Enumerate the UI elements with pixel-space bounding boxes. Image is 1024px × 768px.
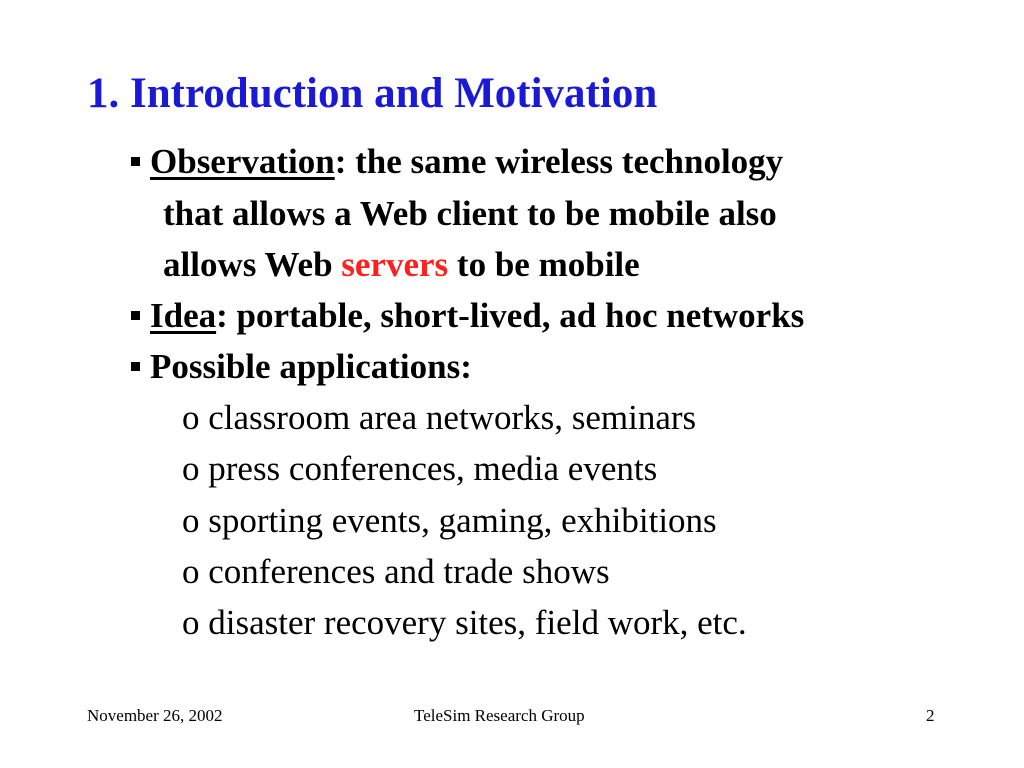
slide-title: 1. Introduction and Motivation <box>87 70 658 117</box>
footer-page-number: 2 <box>926 706 935 725</box>
square-bullet-icon <box>131 157 140 166</box>
square-bullet-icon <box>131 362 140 371</box>
square-bullet-icon <box>131 311 140 320</box>
observation-line-3-pre: allows Web <box>163 245 342 284</box>
servers-highlight: servers <box>341 245 449 284</box>
application-item: o conferences and trade shows <box>182 552 610 591</box>
application-item: o press conferences, media events <box>182 449 658 488</box>
application-item: o classroom area networks, seminars <box>182 398 697 437</box>
observation-line-2: that allows a Web client to be mobile also <box>163 194 777 233</box>
observation-term: Observation <box>150 142 335 181</box>
idea-term: Idea <box>150 296 217 335</box>
applications-heading: Possible applications: <box>150 347 472 386</box>
footer-group: TeleSim Research Group <box>414 706 585 725</box>
observation-line-1: : the same wireless technology <box>334 142 784 181</box>
observation-line-3 <box>163 239 640 291</box>
application-item: o sporting events, gaming, exhibitions <box>182 501 717 540</box>
observation-line-3-post: to be mobile <box>448 245 640 284</box>
footer-date: November 26, 2002 <box>87 706 223 725</box>
idea-text: : portable, short-lived, ad hoc networks <box>216 296 805 335</box>
applications-bullet <box>131 341 472 393</box>
application-item: o disaster recovery sites, field work, etc. <box>182 603 747 642</box>
idea-bullet <box>131 290 804 342</box>
observation-bullet <box>131 136 783 188</box>
